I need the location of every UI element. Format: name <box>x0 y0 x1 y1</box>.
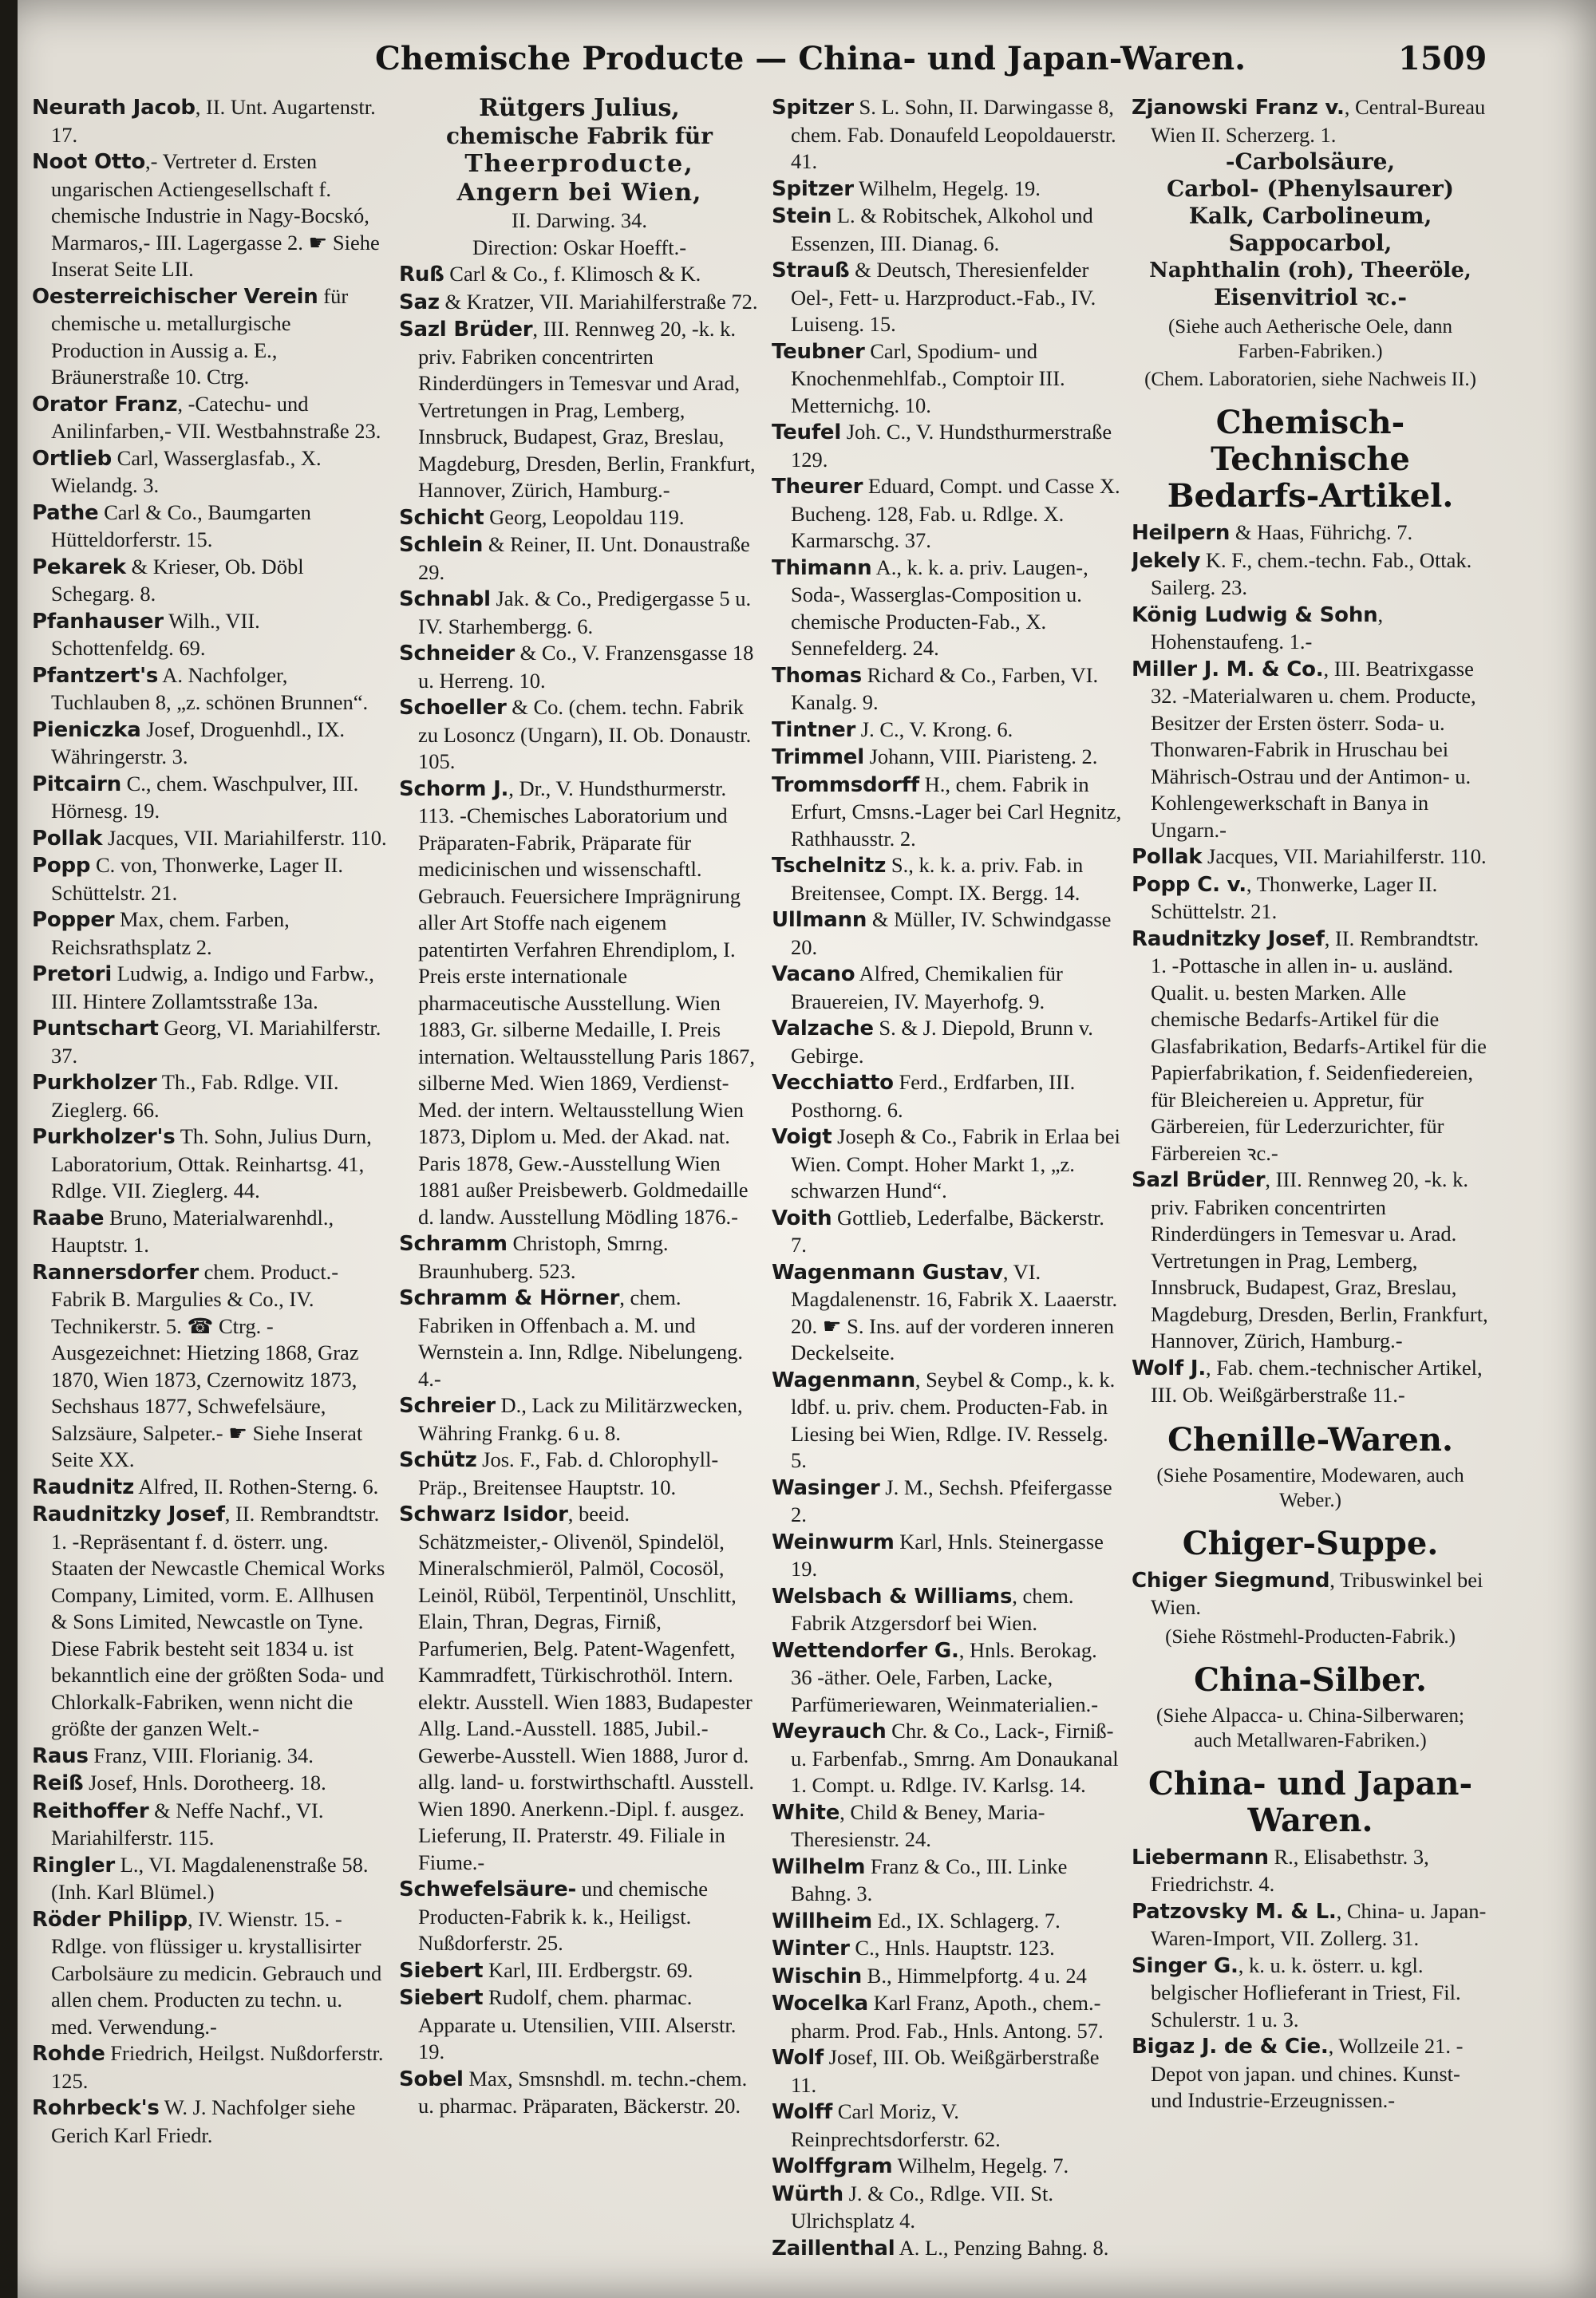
cross-reference: (Chem. Laboratorien, siehe Nachweis II.) <box>1144 369 1476 390</box>
ad-line: Theerproducte, <box>464 150 694 178</box>
list-item: Wolf Josef, III. Ob. Weißgärberstraße 11. <box>772 2045 1100 2097</box>
list-item: Schramm & Hörner, chem. Fabriken in Offenbach a. M. und Wernstein a. Inn, Rdlge. Nibelungeng. 4.- <box>399 1285 744 1391</box>
list-item: Wolffgram Wilhelm, Hegelg. 7. <box>772 2154 1069 2178</box>
list-item: Raudnitz Alfred, II. Rothen-Sterng. 6. <box>32 1474 379 1499</box>
list-item: Ringler L., VI. Magdalenenstraße 58. (Inh. Karl Blümel.) <box>32 1852 369 1904</box>
list-item: Rohde Friedrich, Heilgst. Nußdorferstr. 125. <box>32 2041 384 2093</box>
list-item: Purkholzer's Th. Sohn, Julius Durn, Laboratorium, Ottak. Reinhartsg. 41, Rdlge. VII. Zieglerg. 44. <box>32 1124 372 1202</box>
list-item: Würth J. & Co., Rdlge. VII. St. Ulrichsplatz 4. <box>772 2181 1054 2233</box>
list-item: Pfanhauser Wilh., VII. Schottenfeldg. 69. <box>32 608 260 660</box>
advert-line: Carbol- (Phenylsaurer) <box>1166 176 1454 202</box>
list-item: Pollak Jacques, VII. Mariahilferstr. 110. <box>1132 844 1487 869</box>
list-item: Schorm J., Dr., V. Hundsthurmerstr. 113. -Chemisches Laboratorium und Präparaten-Fabrik, Präparate für medicinischen und wissenschaftl. Gebrauch. Feuersichere Imprägnirung aller Art Stoffe nach eigenem patentirten Verfahren Ehrendiplom, I. Preis erste internationale pharmaceutische Ausstellung. Wien 1883, Gr. silberne Medaille, I. Preis internation. Weltausstellung Paris 1867, silberne Med. Wien 1869, Verdienst-Med. der intern. Weltausstellung Wien 1873, Diplom u. Med. der Akad. nat. Paris 1878, Gew.-Ausstellung Wien 1881 außer Preisbewerb. Goldmedaille d. landw. Ausstellung Mödling 1876.- <box>399 776 756 1229</box>
list-item: Wocelka Karl Franz, Apoth., chem.-pharm. Prod. Fab., Hnls. Antong. 57. <box>772 1991 1104 2043</box>
list-item: Heilpern & Haas, Führichg. 7. <box>1132 520 1413 545</box>
list-item: Stein L. & Robitschek, Alkohol und Essenzen, III. Dianag. 6. <box>772 203 1093 255</box>
list-item: Pfantzert's A. Nachfolger, Tuchlauben 8, „z. schönen Brunnen“. <box>32 662 369 714</box>
list-item: Wischin B., Himmelpfortg. 4 u. 24 <box>772 1963 1087 1988</box>
ad-name: Rütgers Julius, <box>479 94 680 122</box>
list-item: Wasinger J. M., Sechsh. Pfeifergasse 2. <box>772 1475 1112 1526</box>
ad-line: chemische Fabrik für <box>446 123 713 149</box>
list-item: White, Child & Beney, Maria-Theresienstr. 24. <box>772 1799 1045 1851</box>
list-item: Popp C. v., Thonwerke, Lager II. Schüttelstr. 21. <box>1132 871 1438 923</box>
list-item: Neurath Jacob, II. Unt. Augartenstr. 17. <box>32 95 376 147</box>
advert-line: Naphthalin (roh), Theeröle, <box>1149 259 1472 282</box>
list-item: Reiß Josef, Hnls. Dorotheerg. 18. <box>32 1771 326 1795</box>
list-item: Zaillenthal A. L., Penzing Bahng. 8. <box>772 2235 1109 2260</box>
section-heading: China- und Japan-Waren. <box>1148 1764 1473 1839</box>
list-item: Puntschart Georg, VI. Mariahilferstr. 37. <box>32 1016 381 1068</box>
list-item: Schnabl Jak. & Co., Predigergasse 5 u. IV. Starhembergg. 6. <box>399 586 752 638</box>
list-item: Vecchiatto Ferd., Erdfarben, III. Posthorng. 6. <box>772 1070 1076 1122</box>
column-1 <box>32 94 387 2280</box>
advertisement-ruetgers <box>399 94 760 261</box>
list-item: Thimann A., k. k. a. priv. Laugen-, Soda-, Wasserglas-Composition u. chemische Producten-Fab., X. Sennefelderg. 24. <box>772 555 1088 660</box>
list-item: Welsbach & Williams, chem. Fabrik Atzgersdorf bei Wien. <box>772 1583 1074 1635</box>
list-item: Chiger Siegmund, Tribuswinkel bei Wien. <box>1132 1567 1483 1619</box>
list-item: Siebert Karl, III. Erdbergstr. 69. <box>399 1957 693 1983</box>
list-item: Oesterreichischer Verein für chemische u. metallurgische Production in Aussig a. E., Bräunerstraße 10. Ctrg. <box>32 283 349 389</box>
list-item: Schneider & Co., V. Franzensgasse 18 u. Herreng. 10. <box>399 641 754 693</box>
list-item: Spitzer S. L. Sohn, II. Darwingasse 8, chem. Fab. Donaufeld Leopoldauerstr. 41. <box>772 95 1116 173</box>
list-item: Schoeller & Co. (chem. techn. Fabrik zu Losoncz (Ungarn), II. Ob. Donaustr. 105. <box>399 695 752 773</box>
list-item: Ruß Carl & Co., f. Klimosch & K. <box>399 262 701 286</box>
list-item: Raudnitzky Josef, II. Rembrandtstr. 1. -Repräsentant f. d. österr. ung. Staaten der Newcastle Chemical Works Company, Limited, vorm. E. Allhusen & Sons Limited, Newcastle on Tyne. Diese Fabrik besteht seit 1834 u. ist bekanntlich eine der größten Soda- und Chlorkalk-Fabriken, wenn nicht die größte der ganzen Welt.- <box>32 1502 385 1740</box>
section-heading: China-Silber. <box>1194 1660 1427 1699</box>
column-3 <box>772 94 1123 2280</box>
list-item: Raabe Bruno, Materialwarenhdl., Hauptstr. 1. <box>32 1205 334 1257</box>
list-item: Jekely K. F., chem.-techn. Fab., Ottak. Sailerg. 23. <box>1132 547 1472 599</box>
list-item: Pekarek & Krieser, Ob. Döbl Schegarg. 8. <box>32 554 304 606</box>
advert-line: -Carbolsäure, <box>1225 148 1396 175</box>
list-item: Wettendorfer G., Hnls. Berokag. 36 -äther. Oele, Farben, Lacke, Parfümeriewaren, Weinmaterialien.- <box>772 1637 1099 1716</box>
section-heading: Chenille-Waren. <box>1167 1420 1453 1459</box>
list-item: Pollak Jacques, VII. Mariahilferstr. 110. <box>32 825 387 851</box>
list-item: Rohrbeck's W. J. Nachfolger siehe Gerich Karl Friedr. <box>32 2095 356 2147</box>
advert-line: Sappocarbol, <box>1228 230 1393 256</box>
list-item: Pieniczka Josef, Droguenhdl., IX. Währingerstr. 3. <box>32 717 345 768</box>
section-heading: Chiger-Suppe. <box>1182 1524 1439 1562</box>
list-item: Sazl Brüder, III. Rennweg 20, -k. k. priv. Fabriken concentrirten Rinderdüngers in Temesvar u. Arad. Vertretungen in Prag, Lemberg, Innsbruck, Budapest, Graz, Breslau, Magdeburg, Dresden, Berlin, Frankfurt, Hannover, Zürich, Hamburg.- <box>1132 1167 1488 1352</box>
list-item: Schramm Christoph, Smrng. Braunhuberg. 523. <box>399 1231 669 1283</box>
list-item: Strauß & Deutsch, Theresienfelder Oel-, Fett- u. Harzproduct.-Fab., IV. Luiseng. 15. <box>772 258 1096 336</box>
list-item: Schicht Georg, Leopoldau 119. <box>399 504 685 530</box>
list-item: Raudnitzky Josef, II. Rembrandtstr. 1. -Pottasche in allen in- u. ausländ. Qualit. u. besten Marken. Alle chemische Bedarfs-Artikel für die Glasfabrikation, Bedarfs-Artikel für die Papierfabrikation, f. Seidenfiedereien, für Bleichereien u. Appretur, für Gärbereien, für Lederzurichter, für Färbereien ꝛc.- <box>1132 926 1487 1165</box>
list-item: Popp C. von, Thonwerke, Lager II. Schüttelstr. 21. <box>32 853 344 905</box>
ad-line: II. Darwing. 34. <box>512 208 647 232</box>
cross-reference: (Siehe auch Aetherische Oele, dann Farben-Fabriken.) <box>1167 316 1453 362</box>
list-item: Noot Otto,- Vertreter d. Ersten ungarischen Actiengesellschaft f. chemische Industrie in Nagy-Bocskó, Marmaros,- III. Lagergasse 2. ☛ Siehe Inserat Seite LII. <box>32 149 380 281</box>
list-item: Orator Franz, -Catechu- und Anilinfarben,- VII. Westbahnstraße 23. <box>32 391 381 443</box>
list-item: Zjanowski Franz v., Central-Bureau Wien II. Scherzerg. 1. <box>1132 95 1486 147</box>
list-item: Siebert Rudolf, chem. pharmac. Apparate u. Utensilien, VIII. Alserstr. 19. <box>399 1985 737 2063</box>
list-item: Teufel Joh. C., V. Hundsthurmerstraße 129. <box>772 420 1112 472</box>
list-item: Purkholzer Th., Fab. Rdlge. VII. Zieglerg. 66. <box>32 1070 339 1122</box>
column-2 <box>399 94 760 2280</box>
list-item: Teubner Carl, Spodium- und Knochenmehlfab., Comptoir III. Metternichg. 10. <box>772 338 1065 417</box>
cross-reference: (Siehe Röstmehl-Producten-Fabrik.) <box>1165 1625 1456 1648</box>
list-item: Reithoffer & Neffe Nachf., VI. Mariahilferstr. 115. <box>32 1798 324 1850</box>
list-item: Theurer Eduard, Compt. und Casse X. Bucheng. 128, Fab. u. Rdlge. X. Karmarschg. 37. <box>772 474 1120 552</box>
list-item: Weyrauch Chr. & Co., Lack-, Firniß- u. Farbenfab., Smrng. Am Donaukanal 1. Compt. u. Rdlge. IV. Karlsg. 14. <box>772 1719 1119 1797</box>
list-item: Tschelnitz S., k. k. a. priv. Fab. in Breitensee, Compt. IX. Bergg. 14. <box>772 853 1084 905</box>
list-item: König Ludwig & Sohn, Hohenstaufeng. 1.- <box>1132 602 1384 653</box>
ad-line: Angern bei Wien, <box>456 179 702 207</box>
list-item: Bigaz J. de & Cie., Wollzeile 21. -Depot von japan. und chines. Kunst- und Industrie-Erzeugnissen.- <box>1132 2034 1464 2112</box>
list-item: Vacano Alfred, Chemikalien für Brauereien, IV. Mayerhofg. 9. <box>772 961 1063 1013</box>
carbolic-advert <box>1132 148 1489 311</box>
list-item: Schreier D., Lack zu Militärzwecken, Währing Frankg. 6 u. 8. <box>399 1393 743 1445</box>
list-item: Röder Philipp, IV. Wienstr. 15. -Rdlge. von flüssiger u. krystallisirter Carbolsäure zu medicin. Gebrauch und allen chem. Producten zu techn. u. med. Verwendung.- <box>32 1906 382 2039</box>
section-heading: Chemisch-Technische Bedarfs-Artikel. <box>1167 404 1454 515</box>
list-item: Wagenmann Gustav, VI. Magdalenenstr. 16, Fabrik X. Laaerstr. 20. ☛ S. Ins. auf der vorderen inneren Deckelseite. <box>772 1259 1118 1364</box>
list-item: Wilhelm Franz & Co., III. Linke Bahng. 3. <box>772 1854 1068 1905</box>
list-item: Pathe Carl & Co., Baumgarten Hütteldorferstr. 15. <box>32 499 311 551</box>
list-item: Singer G., k. u. k. österr. u. kgl. belgischer Hoflieferant in Triest, Fil. Schulerstr. 1 u. 3. <box>1132 1953 1461 2031</box>
list-item: Sazl Brüder, III. Rennweg 20, -k. k. priv. Fabriken concentrirten Rinderdüngers in Temesvar und Arad, Vertretungen in Prag, Lemberg, Innsbruck, Budapest, Graz, Breslau, Magdeburg, Dresden, Berlin, Frankfurt, Hannover, Zürich, Hamburg.- <box>399 317 756 502</box>
list-item: Valzache S. & J. Diepold, Brunn v. Gebirge. <box>772 1016 1093 1068</box>
column-4 <box>1132 94 1489 2280</box>
list-item: Wagenmann, Seybel & Comp., k. k. ldbf. u. priv. chem. Producten-Fab. in Liesing bei Wien, Rdlge. IV. Resselg. 5. <box>772 1367 1116 1472</box>
list-item: Thomas Richard & Co., Farben, VI. Kanalg. 9. <box>772 662 1099 714</box>
list-item: Schlein & Reiner, II. Unt. Donaustraße 29. <box>399 532 750 584</box>
list-item: Wolf J., Fab. chem.-technischer Artikel, III. Ob. Weißgärberstraße 11.- <box>1132 1355 1483 1407</box>
list-item: Spitzer Wilhelm, Hegelg. 19. <box>772 176 1041 201</box>
list-item: Saz & Kratzer, VII. Mariahilferstraße 72. <box>399 289 758 314</box>
scan-edge <box>0 0 18 2298</box>
list-item: Patzovsky M. & L., China- u. Japan-Waren-Import, VII. Zollerg. 31. <box>1132 1898 1487 1950</box>
list-item: Ullmann & Müller, IV. Schwindgasse 20. <box>772 907 1112 959</box>
advert-line: Kalk, Carbolineum, <box>1188 203 1432 229</box>
list-item: Voith Gottlieb, Lederfalbe, Bäckerstr. 7. <box>772 1205 1104 1257</box>
list-item: Rannersdorfer chem. Product.-Fabrik B. Margulies & Co., IV. Technikerstr. 5. ☎ Ctrg. -Ausgezeichnet: Hietzing 1868, Graz 1870, Wien 1873, Czernowitz 1873, Sechshaus 1877, Schwefelsäure, Salzsäure, Salpeter.- ☛ Siehe Inserat Seite XX. <box>32 1259 363 1471</box>
list-item: Pitcairn C., chem. Waschpulver, III. Hörnesg. 19. <box>32 771 359 823</box>
list-item: Wolff Carl Moriz, V. Reinprechtsdorferstr. 62. <box>772 2099 1001 2151</box>
page-number: 1509 <box>1398 40 1487 77</box>
list-item: Schütz Jos. F., Fab. d. Chlorophyll-Präp., Breitensee Hauptstr. 10. <box>399 1447 719 1499</box>
list-item: Schwefelsäure- und chemische Producten-Fabrik k. k., Heiligst. Nußdorferstr. 25. <box>399 1877 708 1955</box>
list-item: Winter C., Hnls. Hauptstr. 123. <box>772 1936 1055 1960</box>
list-item: Popper Max, chem. Farben, Reichsrathsplatz 2. <box>32 907 290 959</box>
list-item: Trimmel Johann, VIII. Piaristeng. 2. <box>772 744 1098 769</box>
advert-line: Eisenvitriol ꝛc.- <box>1214 284 1407 310</box>
list-item: Trommsdorff H., chem. Fabrik in Erfurt, Cmsns.-Lager bei Carl Hegnitz, Rathhausstr. 2. <box>772 772 1122 851</box>
list-item: Raus Franz, VIII. Florianig. 34. <box>32 1743 314 1768</box>
list-item: Willheim Ed., IX. Schlagerg. 7. <box>772 1908 1061 1933</box>
cross-reference: (Siehe Alpacca- u. China-Silberwaren; auch Metallwaren-Fabriken.) <box>1156 1704 1464 1751</box>
page-title: Chemische Producte — China- und Japan-Waren. <box>375 40 1246 77</box>
list-item: Weinwurm Karl, Hnls. Steinergasse 19. <box>772 1529 1104 1581</box>
list-item: Ortlieb Carl, Wasserglasfab., X. Wielandg. 3. <box>32 445 322 497</box>
list-item: Voigt Joseph & Co., Fabrik in Erlaa bei Wien. Compt. Hoher Markt 1, „z. schwarzen Hund“. <box>772 1124 1120 1202</box>
list-item: Pretori Ludwig, a. Indigo und Farbw., III. Hintere Zollamtsstraße 13a. <box>32 961 374 1013</box>
ad-line: Direction: Oskar Hoefft.- <box>472 235 687 259</box>
list-item: Tintner J. C., V. Krong. 6. <box>772 717 1013 742</box>
list-item: Liebermann R., Elisabethstr. 3, Friedrichstr. 4. <box>1132 1844 1429 1896</box>
list-item: Schwarz Isidor, beeid. Schätzmeister,- Olivenöl, Spindelöl, Mineralschmieröl, Palmöl, Cocosöl, Leinöl, Rüböl, Terpentinöl, Unschlitt, Elain, Thran, Degras, Firniß, Parfumerien, Belg. Patent-Wagenfett, Kammradfett, Türkischrothöl. Intern. elektr. Ausstell. Wien 1883, Budapester Allg. Land.-Ausstell. 1885, Jubil.-Gewerbe-Ausstell. Wien 1888, Juror d. allg. land- u. forstwirthschaftl. Ausstell. Wien 1890. Anerkenn.-Dipl. f. ausgez. Lieferung, II. Praterstr. 49. Filiale in Fiume.- <box>399 1502 754 1874</box>
list-item: Sobel Max, Smsnshdl. m. techn.-chem. u. pharmac. Präparaten, Bäckerstr. 20. <box>399 2066 748 2118</box>
cross-reference: (Siehe Posamentire, Modewaren, auch Weber.) <box>1156 1464 1464 1511</box>
list-item: Miller J. M. & Co., III. Beatrixgasse 32. -Materialwaren u. chem. Producte, Besitzer der Ersten österr. Soda- u. Thonwaren-Fabrik in Hruschau bei Mährisch-Ostrau und der Antimon- u. Kohlengewerkschaft in Banya in Ungarn.- <box>1132 656 1476 842</box>
